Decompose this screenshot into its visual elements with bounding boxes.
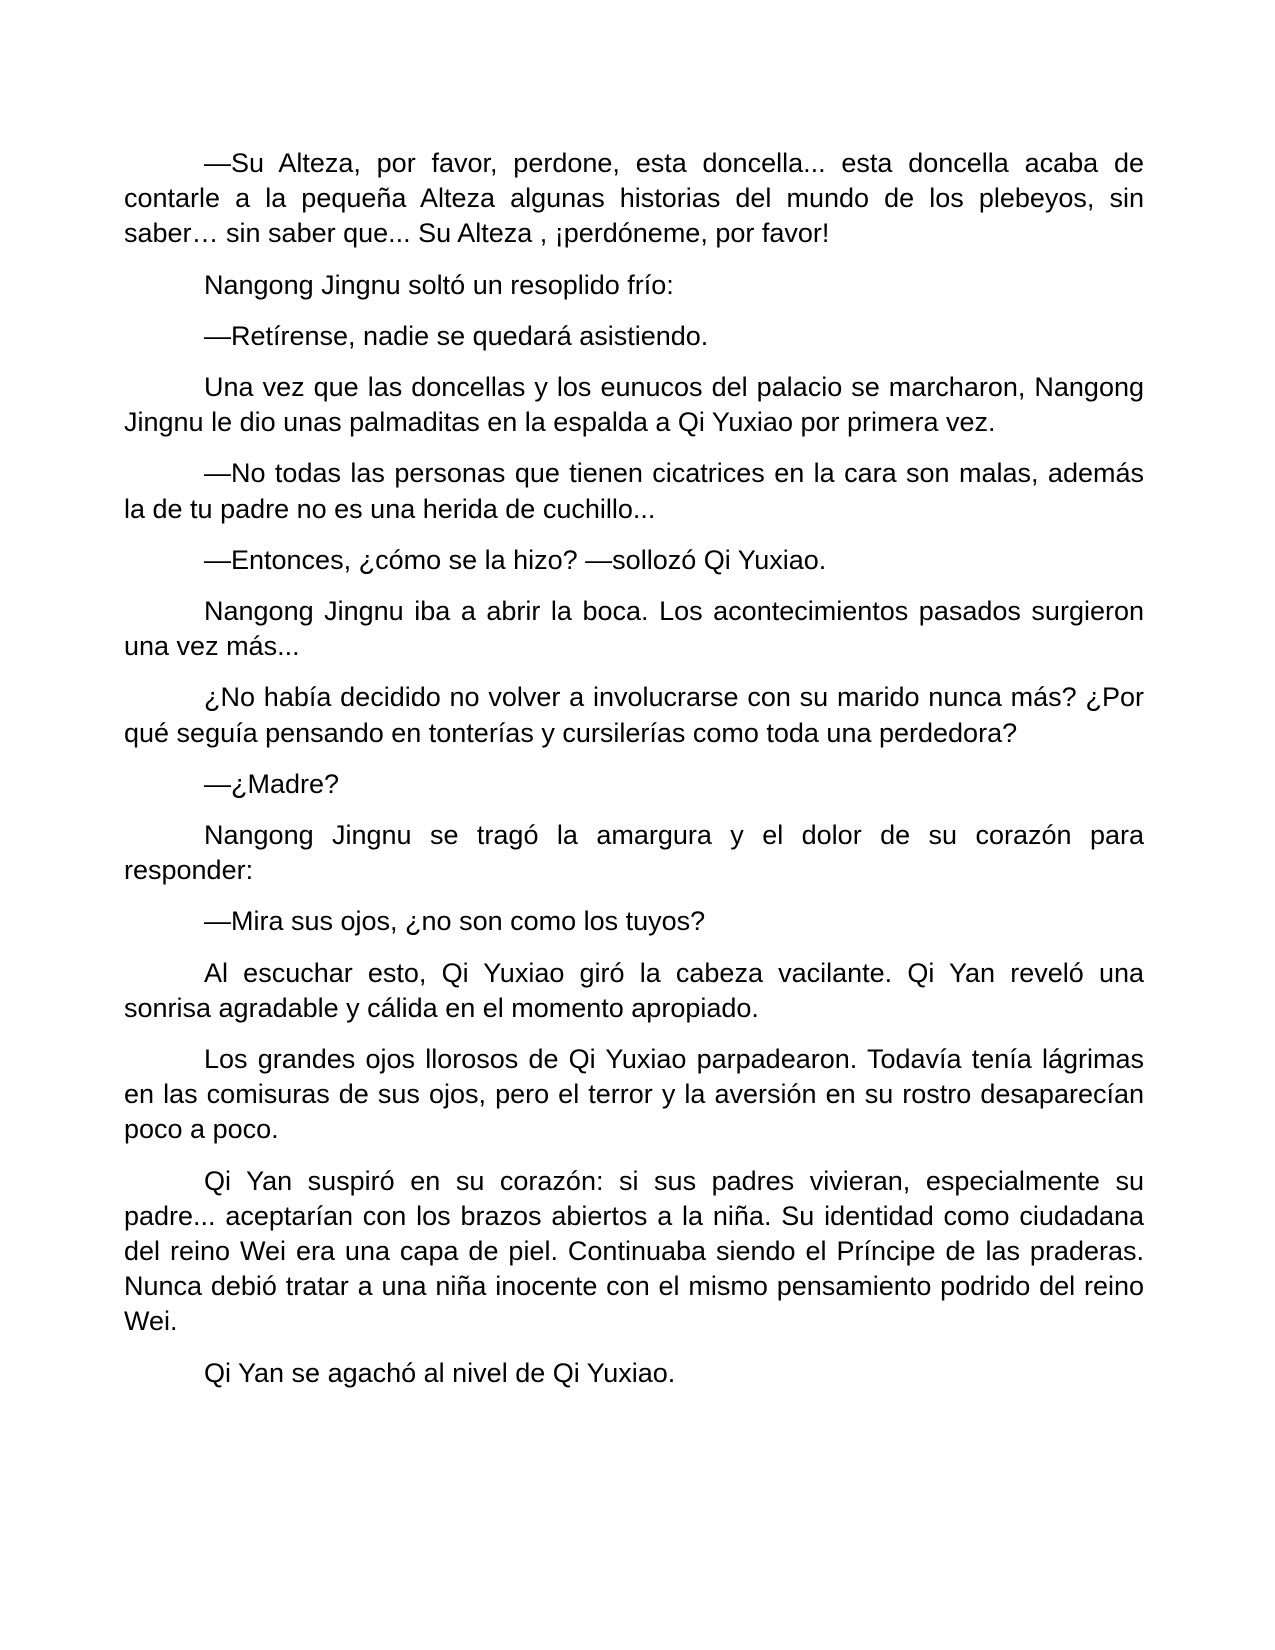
paragraph-1: —Su Alteza, por favor, perdone, esta doncella... esta doncella acaba de contarle a la pequeña Alteza algunas historias del mundo de los plebeyos, sin saber… sin saber que... Su Alteza , ¡perdóneme, por favor! (124, 148, 1144, 249)
paragraph-7: Nangong Jingnu iba a abrir la boca. Los acontecimientos pasados surgieron una vez más... (124, 596, 1144, 662)
paragraph-11: —Mira sus ojos, ¿no son como los tuyos? (204, 906, 706, 937)
paragraph-6: —Entonces, ¿cómo se la hizo? —sollozó Qi Yuxiao. (204, 544, 827, 575)
paragraph-10: Nangong Jingnu se tragó la amargura y el dolor de su corazón para responder: (124, 820, 1144, 886)
paragraph-2: Nangong Jingnu soltó un resoplido frío: (204, 269, 674, 300)
paragraph-5: —No todas las personas que tienen cicatrices en la cara son malas, además la de tu padre no es una herida de cuchillo... (124, 458, 1144, 524)
document-page (124, 146, 1144, 1407)
paragraph-15: Qi Yan se agachó al nivel de Qi Yuxiao. (204, 1357, 676, 1388)
paragraph-9: —¿Madre? (204, 768, 340, 799)
paragraph-3: —Retírense, nadie se quedará asistiendo. (204, 320, 709, 351)
paragraph-4: Una vez que las doncellas y los eunucos del palacio se marcharon, Nangong Jingnu le dio unas palmaditas en la espalda a Qi Yuxiao por primera vez. (124, 372, 1144, 438)
paragraph-13: Los grandes ojos llorosos de Qi Yuxiao parpadearon. Todavía tenía lágrimas en las comisuras de sus ojos, pero el terror y la aversión en su rostro desaparecían poco a poco. (124, 1044, 1144, 1145)
paragraph-12: Al escuchar esto, Qi Yuxiao giró la cabeza vacilante. Qi Yan reveló una sonrisa agradable y cálida en el momento apropiado. (124, 957, 1144, 1023)
paragraph-8: ¿No había decidido no volver a involucrarse con su marido nunca más? ¿Por qué seguía pensando en tonterías y cursilerías como toda una perdedora? (124, 682, 1144, 748)
paragraph-14: Qi Yan suspiró en su corazón: si sus padres vivieran, especialmente su padre... aceptarían con los brazos abiertos a la niña. Su identidad como ciudadana del reino Wei era una capa de piel. Continuaba siendo el Príncipe de las praderas. Nunca debió tratar a una niña inocente con el mismo pensamiento podrido del reino Wei. (124, 1165, 1144, 1337)
